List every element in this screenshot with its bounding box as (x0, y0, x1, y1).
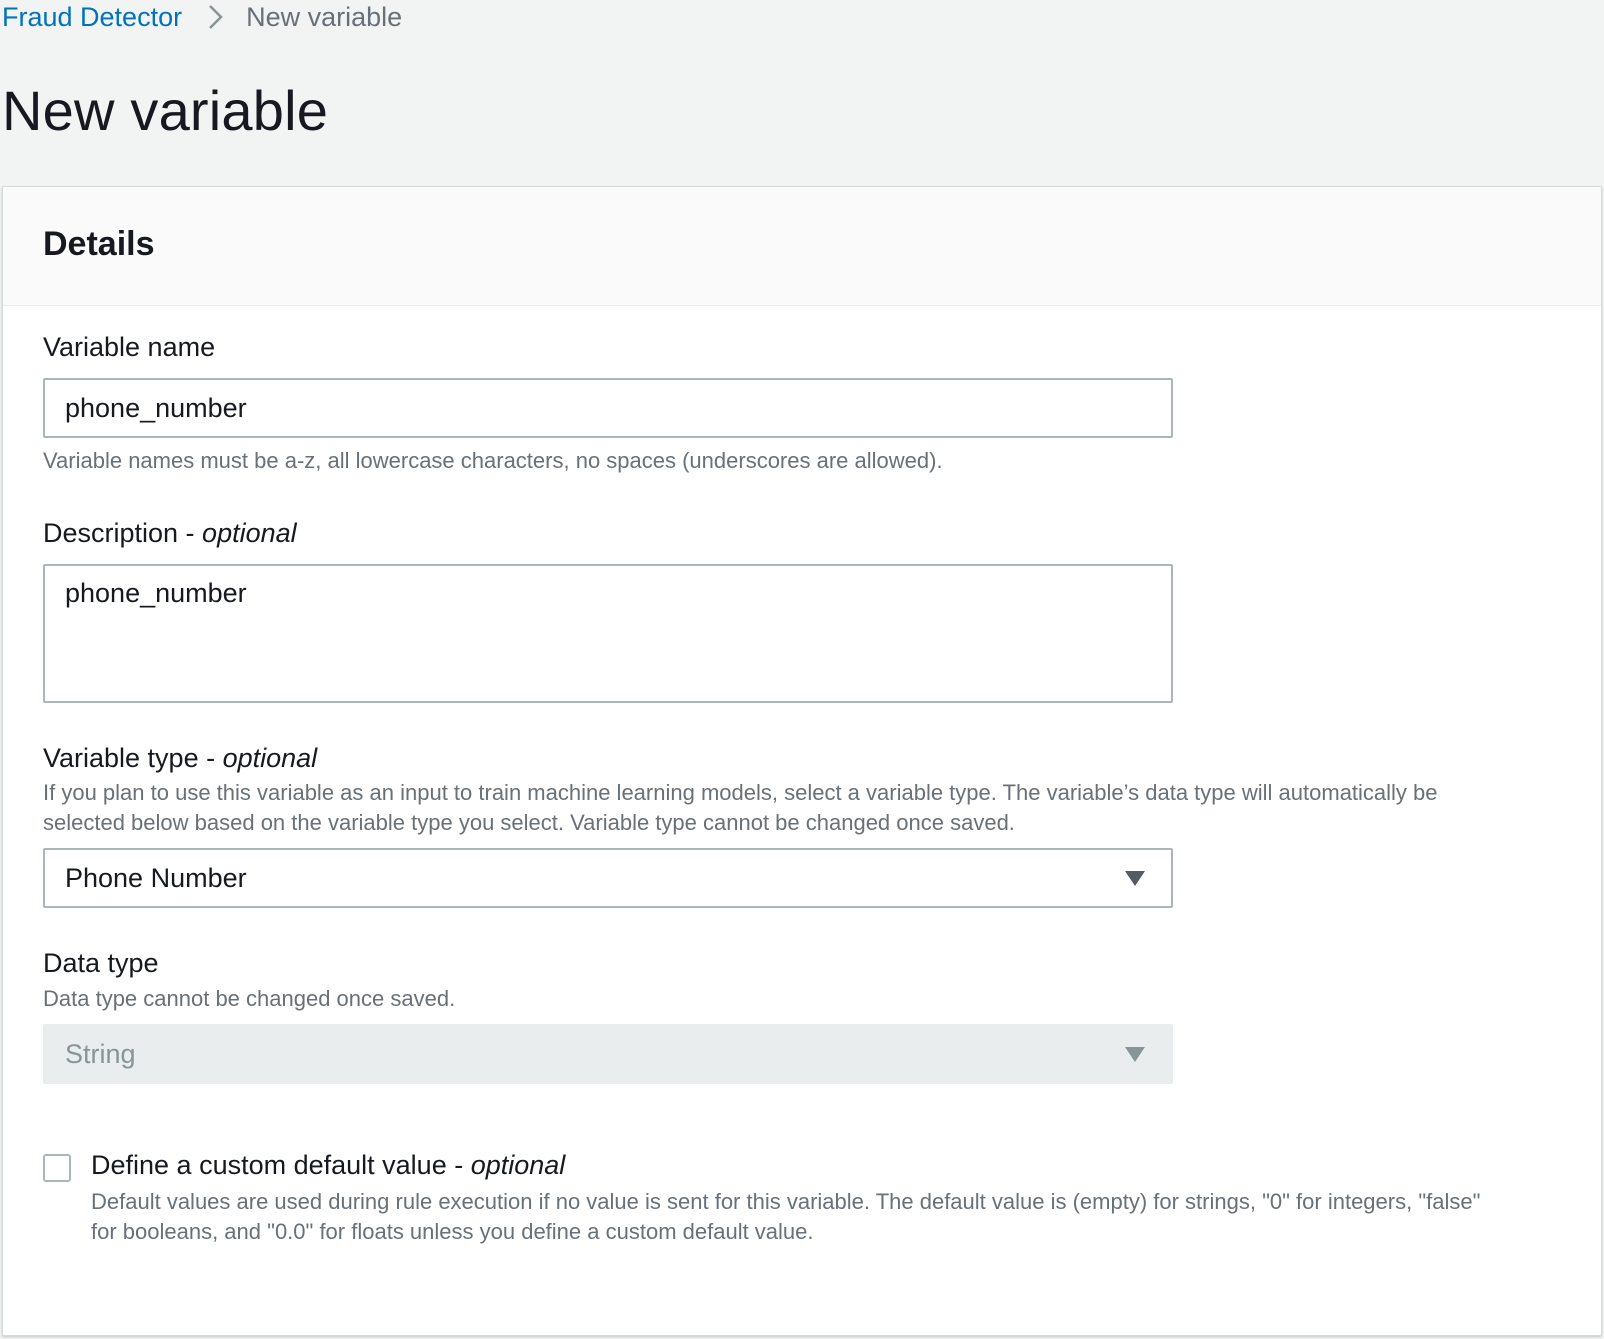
data-type-label: Data type (43, 948, 159, 978)
default-value-label-text: Define a custom default value - (91, 1150, 471, 1180)
data-type-hint: Data type cannot be changed once saved. (43, 986, 456, 1011)
data-type-select (43, 1024, 1173, 1084)
page-title: New variable (2, 79, 329, 142)
details-panel (2, 186, 1602, 1336)
description-label-text: Description - (43, 518, 203, 548)
variable-name-hint: Variable names must be a-z, all lowercase characters, no spaces (underscores are allowed). (43, 448, 943, 473)
variable-name-label: Variable name (43, 332, 216, 362)
description-label (43, 518, 297, 549)
breadcrumb-current: New variable (246, 1, 403, 32)
data-type-selected-value: String (65, 1038, 136, 1069)
variable-type-optional-tag: optional (222, 743, 318, 773)
details-title: Details (43, 225, 155, 263)
variable-type-select[interactable] (43, 848, 1173, 908)
description-optional-tag: optional (202, 518, 297, 548)
caret-down-icon (1125, 871, 1145, 886)
variable-type-label (43, 743, 317, 774)
variable-type-label-text: Variable type - (43, 743, 223, 773)
caret-down-icon (1125, 1047, 1145, 1062)
variable-type-hint: If you plan to use this variable as an input to train machine learning models, select a variable type. The variable’s data type will automatically be selected below based on the variable type you select. Variable type cannot be changed once saved. (43, 780, 1438, 835)
variable-name-input[interactable] (43, 378, 1173, 438)
default-value-label[interactable] (91, 1150, 565, 1181)
default-value-checkbox[interactable] (43, 1154, 71, 1182)
chevron-right-icon (208, 4, 224, 30)
breadcrumb-link-fraud-detector[interactable]: Fraud Detector (2, 1, 183, 32)
breadcrumb (2, 0, 402, 34)
details-panel-header (3, 187, 1601, 306)
description-textarea[interactable] (43, 564, 1173, 703)
default-value-optional-tag: optional (470, 1150, 566, 1180)
variable-type-selected-value: Phone Number (65, 862, 247, 893)
default-value-hint: Default values are used during rule execution if no value is sent for this variable. The default value is (empty) for strings, "0" for integers, "false" for booleans, and "0.0" for floats unless you define a custom default value. (91, 1189, 1481, 1244)
